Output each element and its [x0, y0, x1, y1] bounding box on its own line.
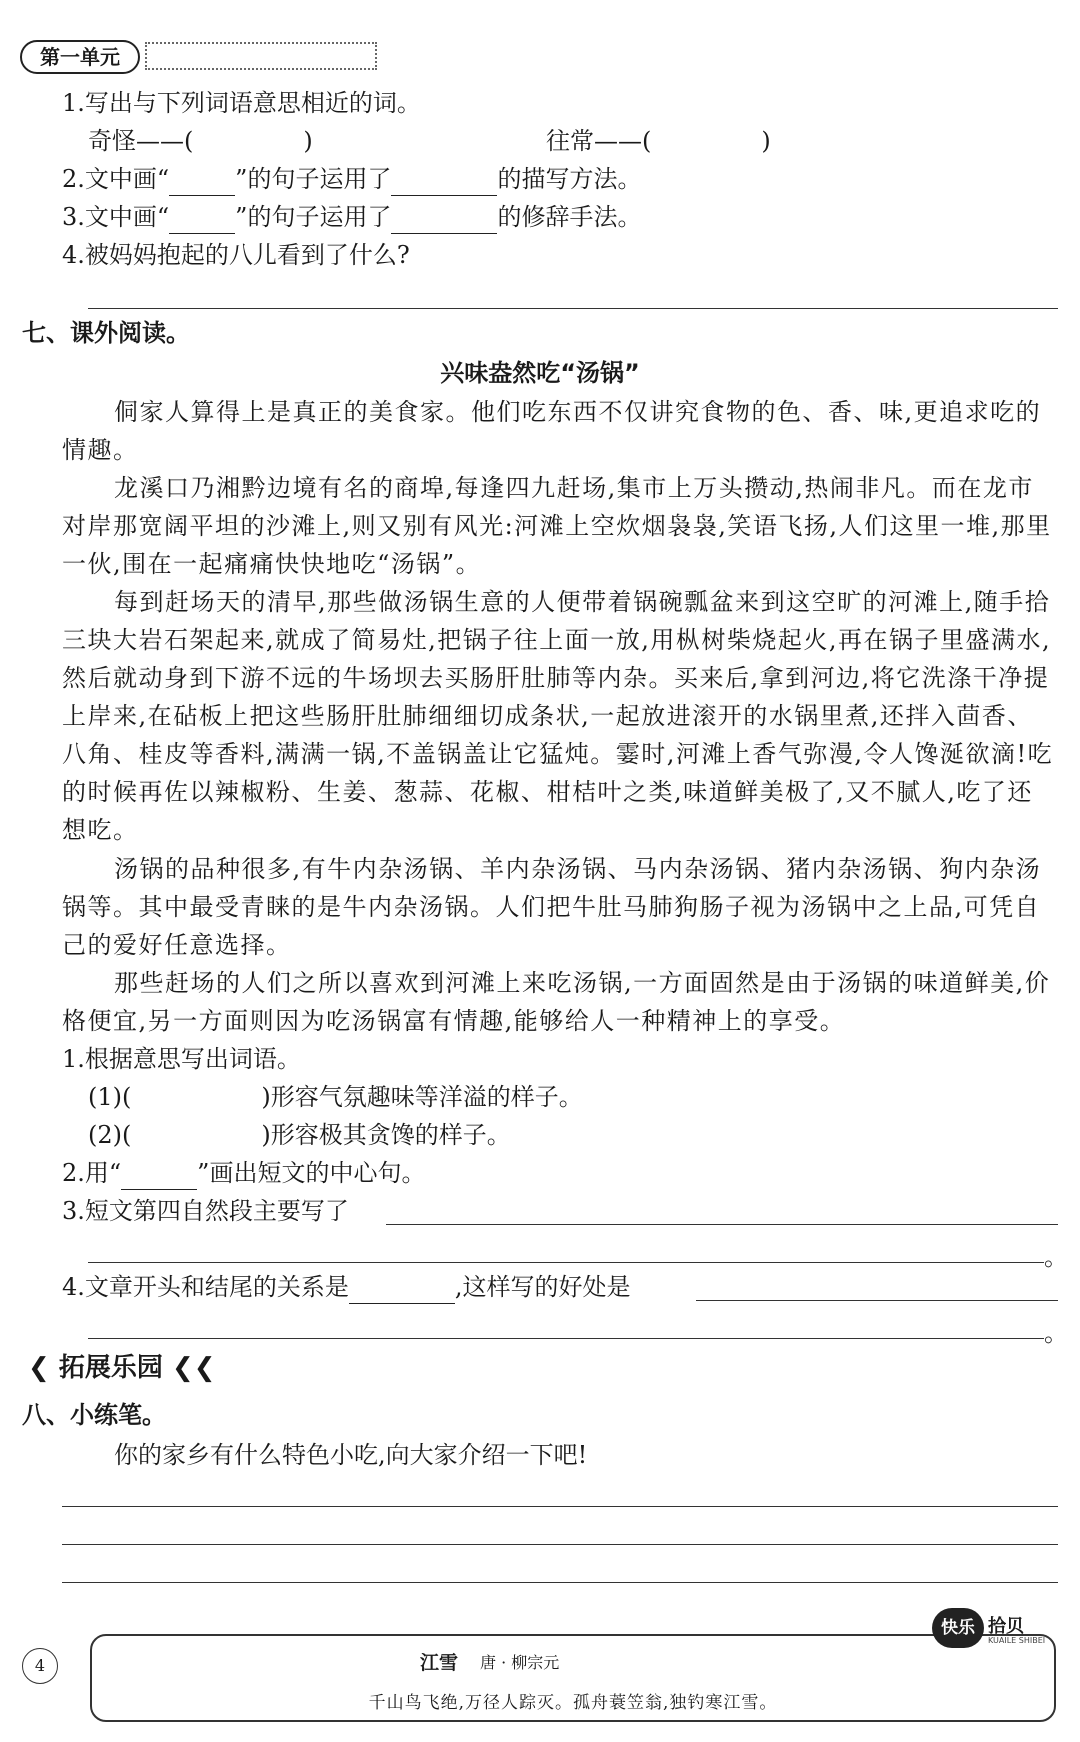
p7-q1-2-suffix: )形容极其贪馋的样子。: [261, 1121, 511, 1149]
p7-paragraph-5: 那些赶场的人们之所以喜欢到河滩上来吃汤锅,一方面固然是由于汤锅的味道鲜美,价格便宜,另一方面则因为吃汤锅富有情趣,能够给人一种精神上的享受。: [62, 969, 1051, 1035]
p6-q3: [62, 200, 641, 234]
p6-q1-a: [88, 124, 313, 158]
p6-q3-prefix: 3.文中画“: [62, 203, 170, 231]
p6-q3-suffix: 的修辞手法。: [497, 203, 642, 231]
badge-side-text: 拾贝: [988, 1616, 1024, 1637]
p7-q3-period: 。: [1044, 1243, 1068, 1271]
banner-label: 拓展乐园: [58, 1353, 163, 1383]
banner-left-arrow-icon: ❮: [28, 1353, 50, 1383]
p6-q3-mid: ”的句子运用了: [235, 203, 392, 231]
p7-q2-mark-blank[interactable]: [121, 1163, 197, 1190]
p6-q1: 1.写出与下列词语意思相近的词。: [62, 89, 421, 117]
p7-title: 兴味盎然吃“汤锅”: [440, 359, 640, 387]
extension-banner: [28, 1348, 216, 1388]
p7-q1-1-prefix: (1)(: [88, 1083, 132, 1111]
p6-q2-answer-blank[interactable]: [391, 169, 497, 196]
p6-q1-b: [546, 124, 771, 158]
p6-q2-mark-blank[interactable]: [169, 169, 235, 196]
p7-q4-answer-line-1[interactable]: [696, 1300, 1058, 1301]
p6-q2-prefix: 2.文中画“: [62, 165, 170, 193]
p6-q1-a-close: ): [303, 127, 313, 155]
badge-sub-text: KUAILE SHIBEI: [988, 1636, 1046, 1645]
p8-prompt: 你的家乡有什么特色小吃,向大家介绍一下吧!: [114, 1441, 588, 1469]
unit-dotted-box: [145, 42, 377, 70]
p8-writing-line-3[interactable]: [62, 1582, 1058, 1583]
p7-q2: [62, 1156, 425, 1190]
banner-right-arrow-icon: ❮❮: [171, 1353, 216, 1383]
p6-q2: [62, 162, 641, 196]
p6-q1-a-word: 奇怪——(: [88, 127, 194, 155]
p7-paragraph-1: 侗家人算得上是真正的美食家。他们吃东西不仅讲究食物的色、香、味,更追求吃的情趣。: [62, 398, 1042, 464]
p7-q1-2: [88, 1118, 511, 1152]
page-number: 4: [22, 1648, 58, 1684]
p6-q4-answer-line[interactable]: [88, 308, 1058, 309]
p6-q1-b-word: 往常——(: [546, 127, 652, 155]
p7-paragraph-3: 每到赶场天的清早,那些做汤锅生意的人便带着锅碗瓢盆来到这空旷的河滩上,随手拾三块大岩石架起来,就成了简易灶,把锅子往上面一放,用枞树柴烧起火,再在锅子里盛满水,然后就动身到下游不远的牛场坝去买肠肝肚肺等内杂。买来后,拿到河边,将它洗涤干净提上岸来,在砧板上把这些肠肝肚肺细细切成条状,一起放进滚开的水锅里煮,还拌入茴香、八角、桂皮等香料,满满一锅,不盖锅盖让它猛炖。霎时,河滩上香气弥漫,令人馋涎欲滴!吃的时候再佐以辣椒粉、生姜、葱蒜、花椒、柑桔叶之类,味道鲜美极了,又不腻人,吃了还想吃。: [62, 588, 1054, 844]
p7-q2-suffix: ”画出短文的中心句。: [197, 1159, 426, 1187]
p6-q4: 4.被妈妈抱起的八儿看到了什么?: [62, 241, 410, 269]
footer-poem-author: 唐 · 柳宗元: [480, 1653, 560, 1672]
p7-q2-prefix: 2.用“: [62, 1159, 122, 1187]
p7-q4: [62, 1270, 631, 1304]
p7-q3-answer-line-2[interactable]: [88, 1262, 1044, 1263]
p6-q3-answer-blank[interactable]: [391, 207, 497, 234]
p7-q1-1: [88, 1080, 583, 1114]
footer-poem-text: 千山鸟飞绝,万径人踪灭。孤舟蓑笠翁,独钓寒江雪。: [368, 1693, 778, 1713]
unit-label: 第一单元: [20, 40, 140, 74]
p7-q1: 1.根据意思写出词语。: [62, 1045, 301, 1073]
footer-poem-title: 江雪: [420, 1652, 459, 1674]
p6-q2-suffix: 的描写方法。: [497, 165, 642, 193]
p8-writing-line-1[interactable]: [62, 1506, 1058, 1507]
p7-q3-answer-line-1[interactable]: [386, 1224, 1058, 1225]
p7-q1-1-suffix: )形容气氛趣味等洋溢的样子。: [261, 1083, 583, 1111]
p8-heading: 八、小练笔。: [22, 1401, 166, 1429]
p7-q1-2-prefix: (2)(: [88, 1121, 132, 1149]
p6-q3-mark-blank[interactable]: [169, 207, 235, 234]
p7-q4-mid: ,这样写的好处是: [454, 1273, 631, 1301]
p7-q4-answer-line-2[interactable]: [88, 1338, 1044, 1339]
p7-heading: 七、课外阅读。: [22, 319, 190, 347]
p6-q2-mid: ”的句子运用了: [235, 165, 392, 193]
p7-paragraph-2: 龙溪口乃湘黔边境有名的商埠,每逢四九赶场,集市上万头攒动,热闹非凡。而在龙市对岸那宽阔平坦的沙滩上,则又别有风光:河滩上空炊烟袅袅,笑语飞扬,人们这里一堆,那里一伙,围在一起痛痛快快地吃“汤锅”。: [62, 474, 1052, 578]
p7-q3: 3.短文第四自然段主要写了: [62, 1197, 349, 1225]
p7-q4-period: 。: [1044, 1319, 1068, 1347]
p7-q4-prefix: 4.文章开头和结尾的关系是: [62, 1273, 349, 1301]
p6-q1-b-close: ): [761, 127, 771, 155]
p8-writing-line-2[interactable]: [62, 1544, 1058, 1545]
badge-logo: 快乐: [932, 1608, 984, 1648]
p7-paragraph-4: 汤锅的品种很多,有牛内杂汤锅、羊内杂汤锅、马内杂汤锅、猪内杂汤锅、狗内杂汤锅等。其中最受青睐的是牛内杂汤锅。人们把牛肚马肺狗肠子视为汤锅中之上品,可凭自己的爱好任意选择。: [62, 855, 1042, 959]
p7-q4-blank-1[interactable]: [349, 1277, 455, 1304]
